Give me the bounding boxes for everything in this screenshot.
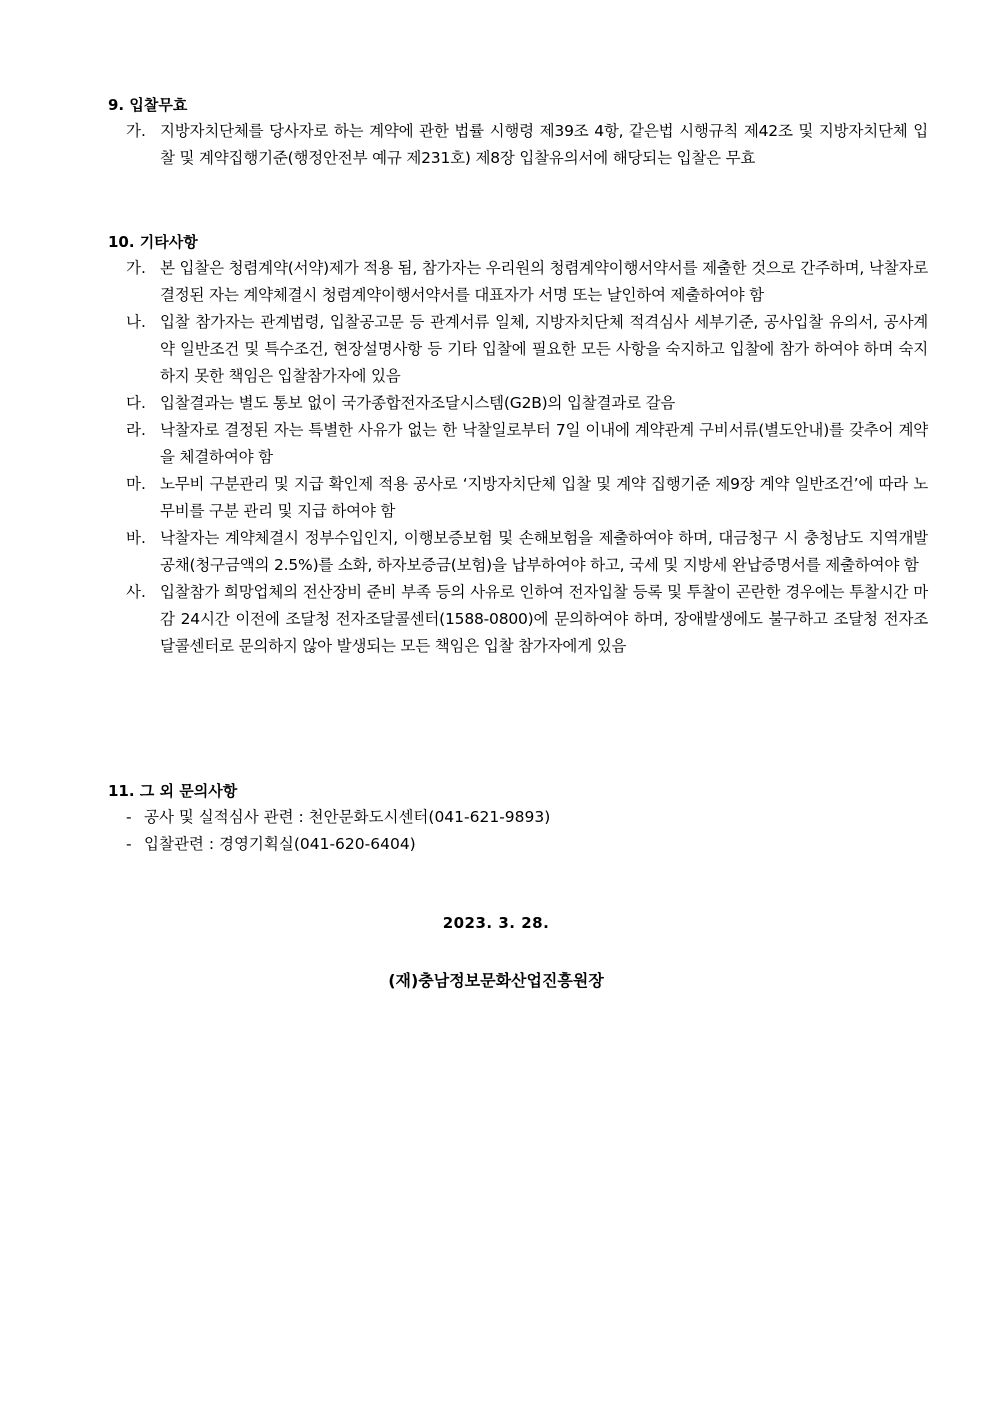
- item-marker: 가.: [126, 122, 146, 140]
- announcement-date: 2023. 3. 28.: [442, 914, 550, 932]
- item-marker: 사.: [126, 583, 146, 601]
- list-item: [108, 579, 928, 660]
- list-item: [108, 390, 928, 417]
- section-title: 10. 기타사항: [108, 233, 198, 251]
- item-text: 본 입찰은 청렴계약(서약)제가 적용 됨, 참가자는 우리원의 청렴계약이행서약서를 제출한 것으로 간주하며, 낙찰자로 결정된 자는 계약체결시 청렴계약이행서약서를 대표자가 서명 또는 날인하여 제출하여야 함: [160, 259, 928, 304]
- list-item: [108, 417, 928, 471]
- item-text: 입찰결과는 별도 통보 없이 국가종합전자조달시스템(G2B)의 입찰결과로 갈음: [160, 394, 676, 412]
- item-marker: -: [126, 808, 132, 826]
- list-item: [108, 255, 928, 309]
- item-text: 노무비 구분관리 및 지급 확인제 적용 공사로 ‘지방자치단체 입찰 및 계약 집행기준 제9장 계약 일반조건’에 따라 노무비를 구분 관리 및 지급 하여야 함: [160, 475, 928, 520]
- item-text: 입찰 참가자는 관계법령, 입찰공고문 등 관계서류 일체, 지방자치단체 적격심사 세부기준, 공사입찰 유의서, 공사계약 일반조건 및 특수조건, 현장설명사항 등 기타 입찰에 필요한 모든 사항을 숙지하고 입찰에 참가 하여야 하며 숙지하지 못한 책임은 입찰참가자에 있음: [160, 313, 928, 385]
- section-11-inquiries: [108, 778, 928, 858]
- list-item: [108, 118, 928, 172]
- list-item: [108, 831, 928, 858]
- item-marker: 라.: [126, 421, 146, 439]
- issuing-organization: (재)충남정보문화산업진흥원장: [388, 971, 604, 990]
- section-9-invalid-bids: [108, 92, 928, 172]
- section-title: 11. 그 외 문의사항: [108, 782, 238, 800]
- item-text: 낙찰자로 결정된 자는 특별한 사유가 없는 한 낙찰일로부터 7일 이내에 계약관계 구비서류(별도안내)를 갖추어 계약을 체결하여야 함: [160, 421, 928, 466]
- section-title: 9. 입찰무효: [108, 96, 188, 114]
- item-text: 지방자치단체를 당사자로 하는 계약에 관한 법률 시행령 제39조 4항, 같은법 시행규칙 제42조 및 지방자치단체 입찰 및 계약집행기준(행정안전부 예규 제231호) 제8장 입찰유의서에 해당되는 입찰은 무효: [160, 122, 928, 167]
- list-item: [108, 804, 928, 831]
- item-marker: -: [126, 835, 132, 853]
- item-text: 입찰참가 희망업체의 전산장비 준비 부족 등의 사유로 인하여 전자입찰 등록 및 투찰이 곤란한 경우에는 투찰시간 마감 24시간 이전에 조달청 전자조달콜센터(1588-0800)에 문의하여야 하며, 장애발생에도 불구하고 조달청 전자조달콜센터로 문의하지 않아 발생되는 모든 책임은 입찰 참가자에게 있음: [160, 583, 928, 655]
- item-text: 낙찰자는 계약체결시 정부수입인지, 이행보증보험 및 손해보험을 제출하여야 하며, 대금청구 시 충청남도 지역개발공채(청구금액의 2.5%)를 소화, 하자보증금(보험)을 납부하여야 하고, 국세 및 지방세 완납증명서를 제출하여야 함: [160, 529, 928, 574]
- section-10-other-matters: [108, 229, 928, 660]
- list-item: [108, 471, 928, 525]
- item-marker: 바.: [126, 529, 146, 547]
- item-marker: 나.: [126, 313, 146, 331]
- list-item: [108, 309, 928, 390]
- item-text: 입찰관련 : 경영기획실(041-620-6404): [144, 835, 416, 853]
- item-text: 공사 및 실적심사 관련 : 천안문화도시센터(041-621-9893): [144, 808, 551, 826]
- item-marker: 마.: [126, 475, 146, 493]
- item-marker: 다.: [126, 394, 146, 412]
- item-marker: 가.: [126, 259, 146, 277]
- list-item: [108, 525, 928, 579]
